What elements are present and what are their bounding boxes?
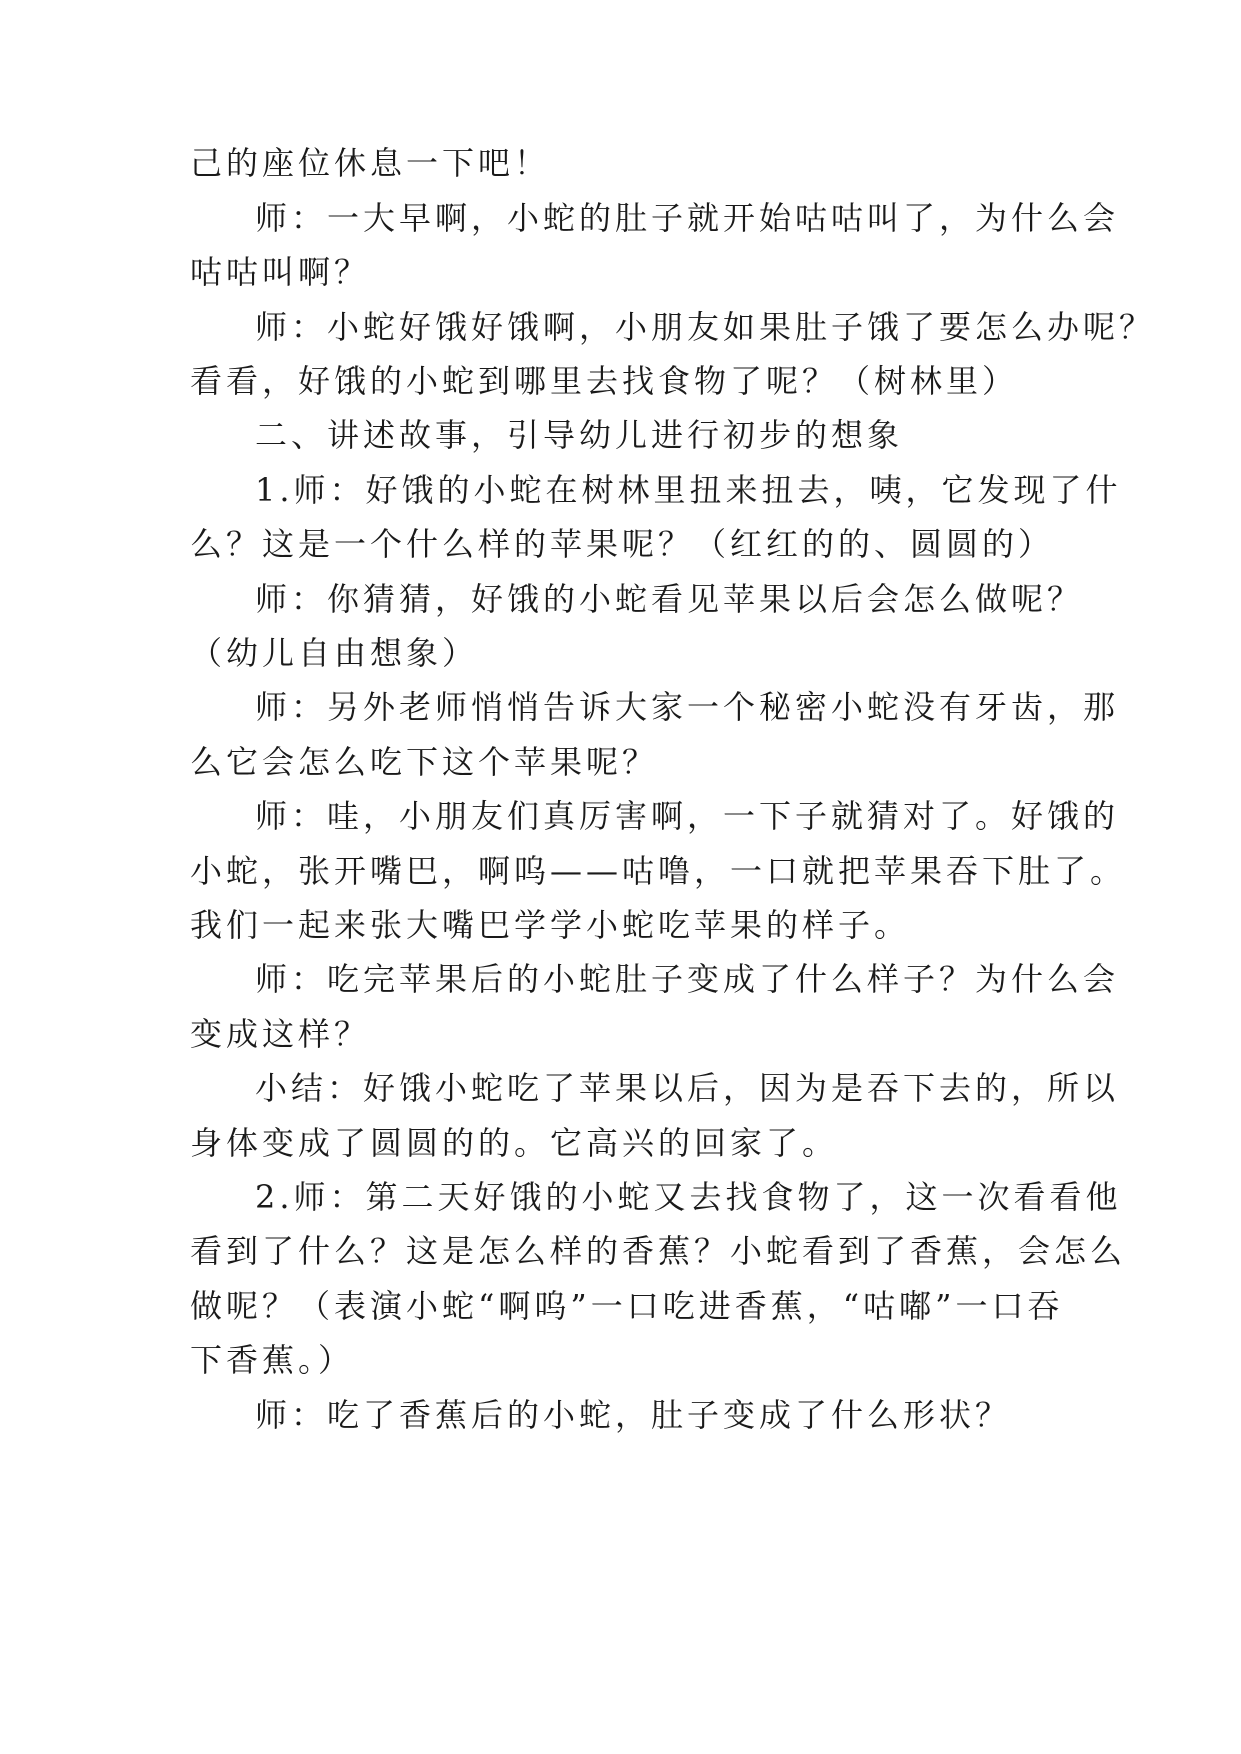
- text-line: 咕咕叫啊？: [190, 253, 371, 291]
- section-heading: 二、讲述故事，引导幼儿进行初步的想象: [255, 416, 904, 454]
- text-line: 小蛇，张开嘴巴，啊呜——咕噜，一口就把苹果吞下肚了。: [190, 852, 1127, 890]
- text-line: （幼儿自由想象）: [190, 634, 479, 672]
- text-line: 变成这样？: [190, 1015, 371, 1053]
- text-line: 1.师：好饿的小蛇在树林里扭来扭去，咦，它发现了什: [255, 471, 1122, 509]
- text-line: 么它会怎么吃下这个苹果呢？: [190, 743, 659, 781]
- text-line: 做呢？（表演小蛇“啊呜”一口吃进香蕉，“咕嘟”一口吞: [190, 1287, 1064, 1325]
- text-line: 么？这是一个什么样的苹果呢？（红红的的、圆圆的）: [190, 525, 1055, 563]
- text-line: 看看，好饿的小蛇到哪里去找食物了呢？（树林里）: [190, 362, 1019, 400]
- text-line: 师：哇，小朋友们真厉害啊，一下子就猜对了。好饿的: [255, 797, 1120, 835]
- text-line: 2.师：第二天好饿的小蛇又去找食物了，这一次看看他: [255, 1178, 1122, 1216]
- text-line: 师：吃了香蕉后的小蛇，肚子变成了什么形状？: [255, 1396, 1012, 1434]
- text-line: 身体变成了圆圆的的。它高兴的回家了。: [190, 1124, 839, 1162]
- text-line: 师：小蛇好饿好饿啊，小朋友如果肚子饿了要怎么办呢？: [255, 308, 1156, 346]
- text-line: 看到了什么？这是怎么样的香蕉？小蛇看到了香蕉，会怎么: [190, 1232, 1127, 1270]
- text-line: 下香蕉。）: [190, 1341, 355, 1379]
- text-line: 师：吃完苹果后的小蛇肚子变成了什么样子？为什么会: [255, 960, 1120, 998]
- text-line: 师：另外老师悄悄告诉大家一个秘密小蛇没有牙齿，那: [255, 688, 1120, 726]
- text-line: 我们一起来张大嘴巴学学小蛇吃苹果的样子。: [190, 906, 911, 944]
- text-line: 己的座位休息一下吧！: [190, 144, 551, 182]
- text-line: 师：一大早啊，小蛇的肚子就开始咕咕叫了，为什么会: [255, 199, 1120, 237]
- text-line: 师：你猜猜，好饿的小蛇看见苹果以后会怎么做呢？: [255, 580, 1084, 618]
- summary-line: 小结：好饿小蛇吃了苹果以后，因为是吞下去的，所以: [255, 1069, 1120, 1107]
